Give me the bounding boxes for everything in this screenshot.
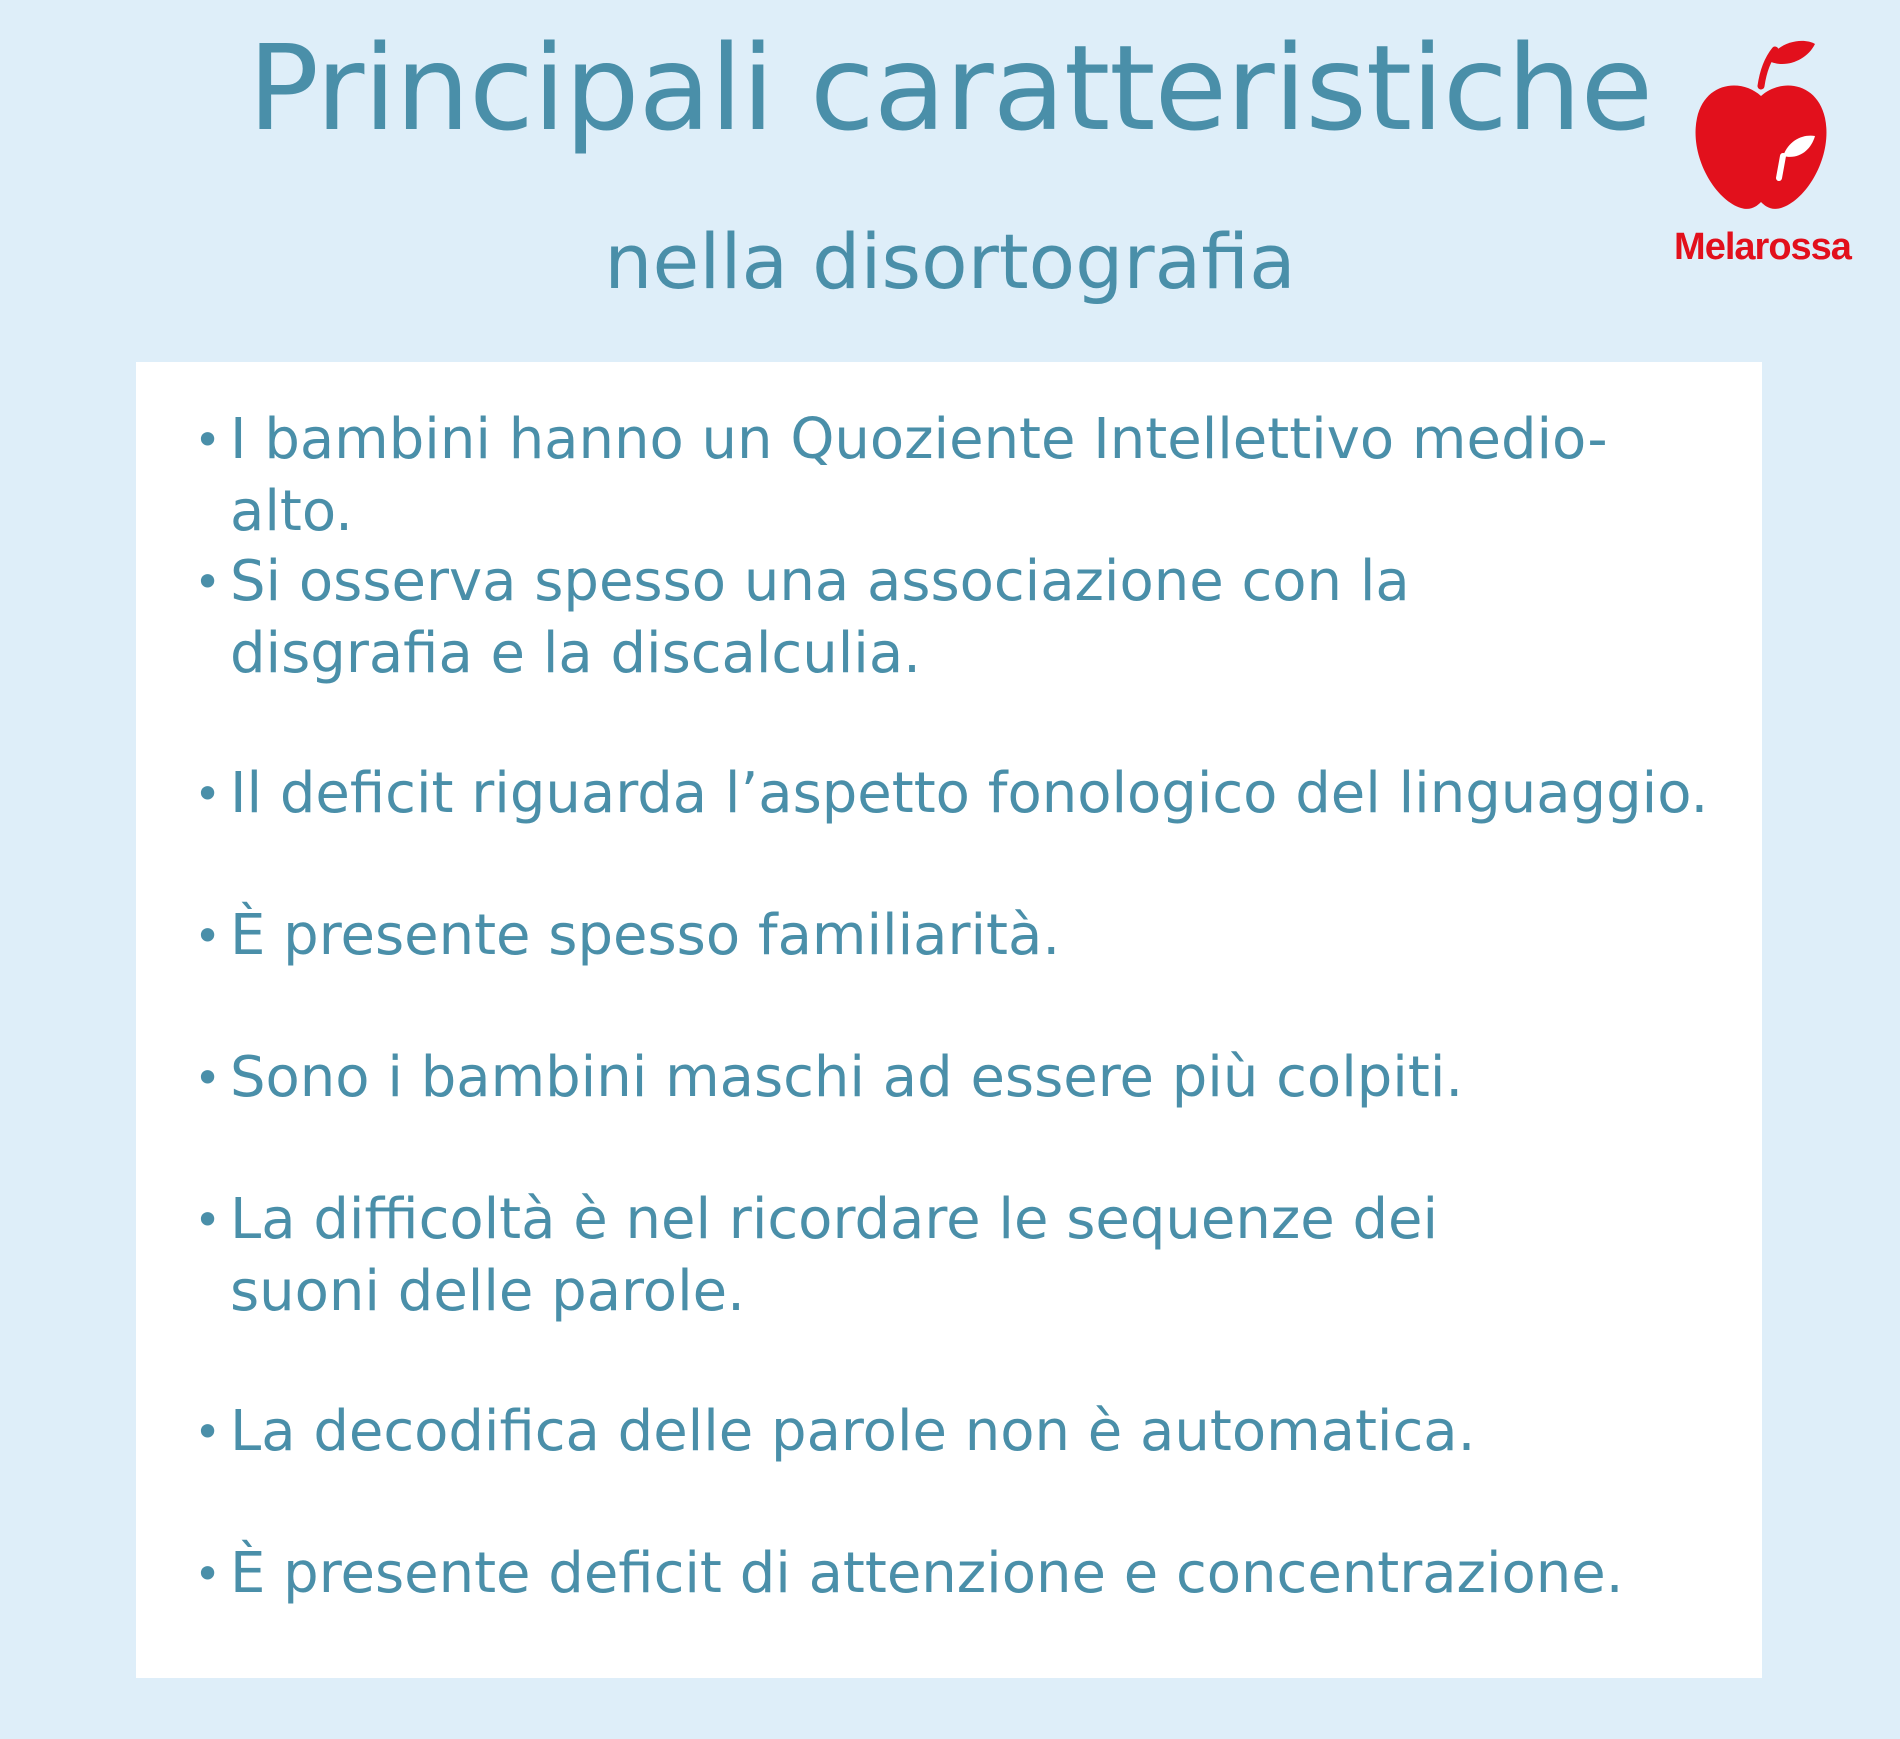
- page-subtitle: nella disortografia: [604, 217, 1296, 306]
- list-item-text: È presente deficit di attenzione e concentrazione.: [230, 1541, 1624, 1606]
- list-item: [194, 758, 1710, 830]
- bullet: •: [194, 555, 222, 609]
- list-item: [194, 1538, 1710, 1610]
- list-item-text: La decodifica delle parole non è automatica.: [230, 1399, 1476, 1464]
- bullet: •: [194, 1547, 222, 1601]
- list-item-text: Il deficit riguarda l’aspetto fonologico del linguaggio.: [230, 761, 1709, 826]
- list-item: [194, 900, 1710, 972]
- list-item-text: Si osserva spesso una associazione con la disgrafia e la discalculia.: [230, 549, 1410, 686]
- list-item-text: È presente spesso familiarità.: [230, 903, 1061, 968]
- apple-icon: [1691, 38, 1831, 218]
- bullet: •: [194, 909, 222, 963]
- content-card: [136, 362, 1762, 1678]
- list-item: [194, 1042, 1710, 1114]
- melarossa-logo: [1655, 38, 1870, 278]
- page-title: Principali caratteristiche: [247, 19, 1653, 157]
- bullet: •: [194, 1405, 222, 1459]
- list-item-text: I bambini hanno un Quoziente Intellettivo medio-alto.: [230, 407, 1608, 544]
- logo-text: Melarossa: [1674, 226, 1851, 268]
- bullet: •: [194, 1051, 222, 1105]
- list-item: [194, 546, 1650, 690]
- list-item: [194, 404, 1710, 548]
- list-item-text: Sono i bambini maschi ad essere più colpiti.: [230, 1045, 1464, 1110]
- bullet: •: [194, 413, 222, 467]
- list-item-text: La difficoltà è nel ricordare le sequenze dei suoni delle parole.: [230, 1187, 1439, 1324]
- bullet: •: [194, 767, 222, 821]
- bullet: •: [194, 1193, 222, 1247]
- list-item: [194, 1396, 1710, 1468]
- list-item: [194, 1184, 1570, 1328]
